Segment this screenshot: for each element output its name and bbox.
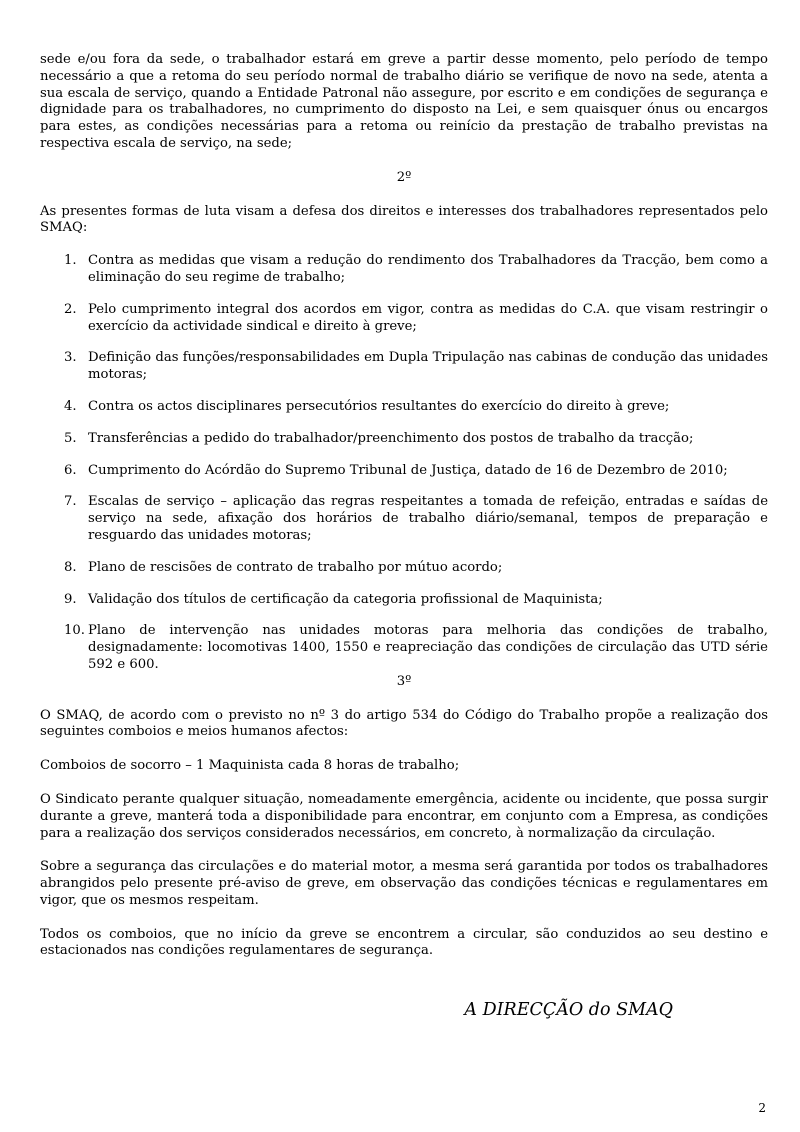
list-item [40, 560, 768, 577]
comboios-paragraph: Todos os comboios, que no início da greve se encontrem a circular, são conduzidos ao seu destino e estacionados nas condições regulamentares de segurança. [40, 926, 768, 959]
list-item [40, 302, 768, 336]
socorro-paragraph: Comboios de socorro – 1 Maquinista cada 8 horas de trabalho; [40, 758, 460, 774]
list-item [40, 253, 768, 287]
list-item-number: 5. [64, 430, 77, 446]
section-heading-3: 3º [396, 673, 412, 689]
sindicato-paragraph: O Sindicato perante qualquer situação, nomeadamente emergência, acidente ou incidente, que possa surgir durante a greve, manterá toda a disponibilidade para encontrar, em conjunto com a Empresa, as condições para a realização dos serviços considerados necessários, em concreto, à normalização da circulação. [40, 791, 768, 841]
list-item-number: 10. [64, 623, 85, 639]
list-item-text: Validação dos títulos de certificação da categoria profissional de Maquinista; [88, 591, 603, 607]
list-item-text: Pelo cumprimento integral dos acordos em vigor, contra as medidas do C.A. que visam restringir o exercício da actividade sindical e direito à greve; [88, 301, 768, 334]
section-heading-2: 2º [396, 169, 412, 185]
seguranca-paragraph: Sobre a segurança das circulações e do material motor, a mesma será garantida por todos os trabalhadores abrangidos pelo presente pré-aviso de greve, em observação das condições técnicas e regulamentares em vigor, que os mesmos respeitam. [40, 859, 768, 908]
list-item-text: Cumprimento do Acórdão do Supremo Tribunal de Justiça, datado de 16 de Dezembro de 2010; [88, 462, 728, 478]
list-item-text: Plano de rescisões de contrato de trabalho por mútuo acordo; [88, 559, 503, 575]
list-item-number: 6. [64, 462, 77, 478]
list-item [40, 463, 768, 480]
intro-paragraph: sede e/ou fora da sede, o trabalhador estará em greve a partir desse momento, pelo período de tempo necessário a que a retoma do seu período normal de trabalho diário se verifique de novo na sede, atenta a sua escala de serviço, quando a Entidade Patronal não assegure, por escrito e em condições de segurança e dignidade para os trabalhadores, no cumprimento do disposto na Lei, e sem quaisquer ónus ou encargos para estes, as condições necessárias para a retoma ou reinício da prestação de trabalho previstas na respectiva escala de serviço, na sede; [40, 52, 768, 151]
list-item [40, 494, 768, 544]
signature: A DIRECÇÃO do SMAQ [464, 1000, 673, 1020]
list-item-number: 2. [64, 301, 77, 317]
page-number: 2 [758, 1101, 766, 1115]
list-item-number: 3. [64, 350, 77, 366]
list-item-number: 8. [64, 559, 77, 575]
list-item [40, 350, 768, 384]
list-item [40, 399, 768, 416]
list-item-text: Definição das funções/responsabilidades em Dupla Tripulação nas cabinas de condução das unidades motoras; [88, 350, 768, 383]
smaq-paragraph: O SMAQ, de acordo com o previsto no nº 3 do artigo 534 do Código do Trabalho propõe a realização dos seguintes comboios e meios humanos afectos: [40, 707, 768, 740]
document-body [40, 52, 768, 960]
list-item [40, 623, 768, 673]
list-item-text: Contra os actos disciplinares persecutórios resultantes do exercício do direito à greve; [88, 398, 670, 414]
list-item-text: Plano de intervenção nas unidades motoras para melhoria das condições de trabalho, designadamente: locomotivas 1400, 1550 e reapreciação das condições de circulação das UTD série 592 e 600. [88, 623, 768, 672]
list-item-number: 9. [64, 591, 77, 607]
demands-list [40, 253, 768, 674]
list-item-number: 4. [64, 398, 77, 414]
list-item-text: Escalas de serviço – aplicação das regras respeitantes a tomada de refeição, entradas e saídas de serviço na sede, afixação dos horários de trabalho diário/semanal, tempos de preparação e resguardo das unidades motoras; [88, 494, 768, 543]
list-item [40, 592, 768, 609]
list-item-number: 7. [64, 494, 77, 510]
list-item [40, 431, 768, 448]
list-item-text: Transferências a pedido do trabalhador/preenchimento dos postos de trabalho da tracção; [88, 430, 694, 446]
defesa-paragraph: As presentes formas de luta visam a defesa dos direitos e interesses dos trabalhadores representados pelo SMAQ: [40, 203, 768, 236]
list-item-number: 1. [64, 253, 77, 269]
list-item-text: Contra as medidas que visam a redução do rendimento dos Trabalhadores da Tracção, bem como a eliminação do seu regime de trabalho; [88, 253, 768, 285]
